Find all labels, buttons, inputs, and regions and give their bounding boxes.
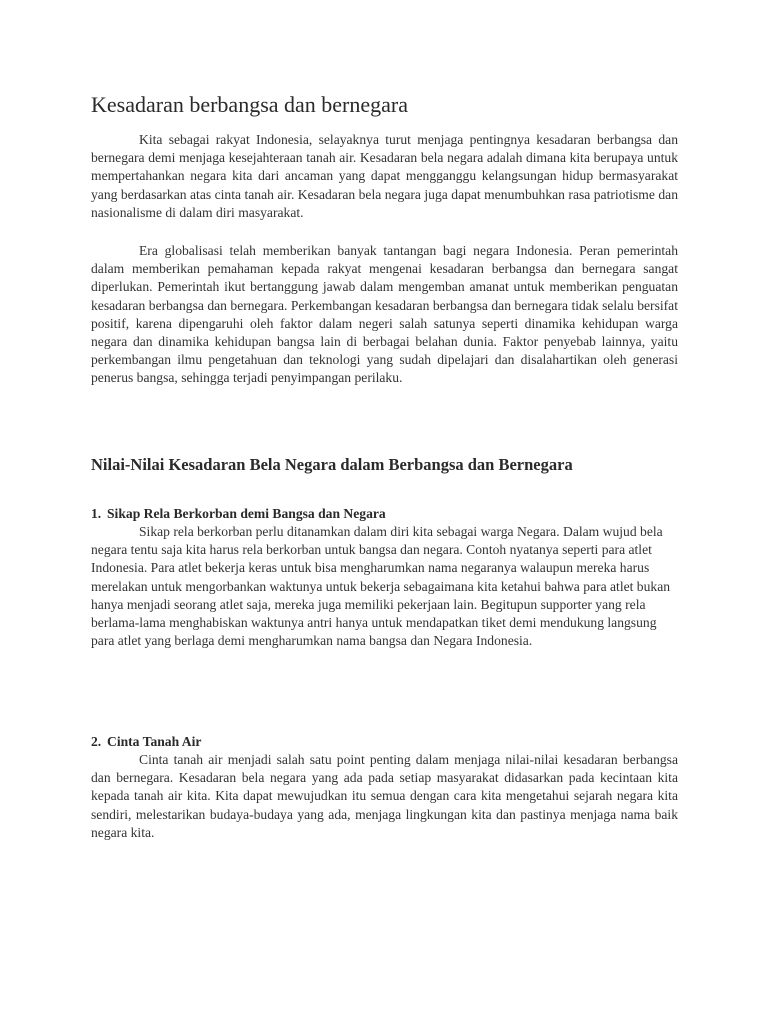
intro-paragraph: Kita sebagai rakyat Indonesia, selayaknya turut menjaga pentingnya kesadaran berbangsa dan bernegara demi menjaga kesejahteraan tanah air. Kesadaran bela negara adalah dimana kita berupaya untuk mempertahankan negara kita dari ancaman yang dapat mengganggu kelangsungan hidup bermasyarakat yang berdasarkan atas cinta tanah air. Kesadaran bela negara juga dapat menumbuhkan rasa patriotisme dan nasionalisme di dalam diri masyarakat. [91, 132, 678, 220]
subsection-title-1: Sikap Rela Berkorban demi Bangsa dan Negara [107, 506, 386, 521]
subsection-title-2: Cinta Tanah Air [107, 734, 202, 749]
subsection-body-1: Sikap rela berkorban perlu ditanamkan dalam diri kita sebagai warga Negara. Dalam wujud bela negara tentu saja kita harus rela berkorban untuk bangsa dan negara. Contoh nyatanya seperti para atlet Indonesia. Para atlet bekerja keras untuk bisa mengharumkan nama negaranya walaupun mereka harus merelakan untuk mengorbankan waktunya untuk bekerja sebagaimana kita ketahui bahwa para atlet bukan hanya menjadi seorang atlet saja, mereka juga memiliki pekerjaan lain. Begitupun supporter yang rela berlama-lama menghabiskan waktunya antri hanya untuk mendapatkan tiket demi mendukung langsung para atlet yang berlaga demi mengharumkan nama bangsa dan Negara Indonesia. [91, 524, 671, 649]
globalization-paragraph: Era globalisasi telah memberikan banyak tantangan bagi negara Indonesia. Peran pemerintah dalam memberikan pemahaman kepada rakyat mengenai kesadaran berbangsa dan bernegara sangat diperlukan. Pemerintah ikut bertanggung jawab dalam mengemban amanat untuk memberikan penguatan kesadaran berbangsa dan bernegara. Perkembangan kesadaran berbangsa dan bernegara tidak selalu bersifat positif, karena dipengaruhi oleh faktor dalam negeri salah satunya seperti dinamika kehidupan warga negara dan dinamika kehidupan bangsa lain di berbagai belahan dunia. Faktor penyebab lainnya, yaitu perkembangan ilmu pengetahuan dan teknologi yang sudah dipelajari dan disalahartikan oleh generasi penerus bangsa, sehingga terjadi penyimpangan perilaku. [91, 243, 678, 386]
subsection-number-1: 1. [91, 506, 102, 521]
subsection-number-2: 2. [91, 734, 102, 749]
document-title: Kesadaran berbangsa dan bernegara [91, 92, 408, 117]
subsection-heading-1 [91, 505, 386, 523]
subsection-heading-2 [91, 733, 201, 751]
subsection-body-2: Cinta tanah air menjadi salah satu point penting dalam menjaga nilai-nilai kesadaran berbangsa dan bernegara. Kesadaran bela negara yang ada pada setiap masyarakat didasarkan pada kecintaan kita kepada tanah air kita. Kita dapat mewujudkan itu semua dengan cara kita mengetahui sejarah negara kita sendiri, melestarikan budaya-budaya yang ada, menjaga lingkungan kita dan pastinya menjaga nama baik negara kita. [91, 752, 678, 840]
section-heading: Nilai-Nilai Kesadaran Bela Negara dalam Berbangsa dan Bernegara [91, 455, 573, 474]
